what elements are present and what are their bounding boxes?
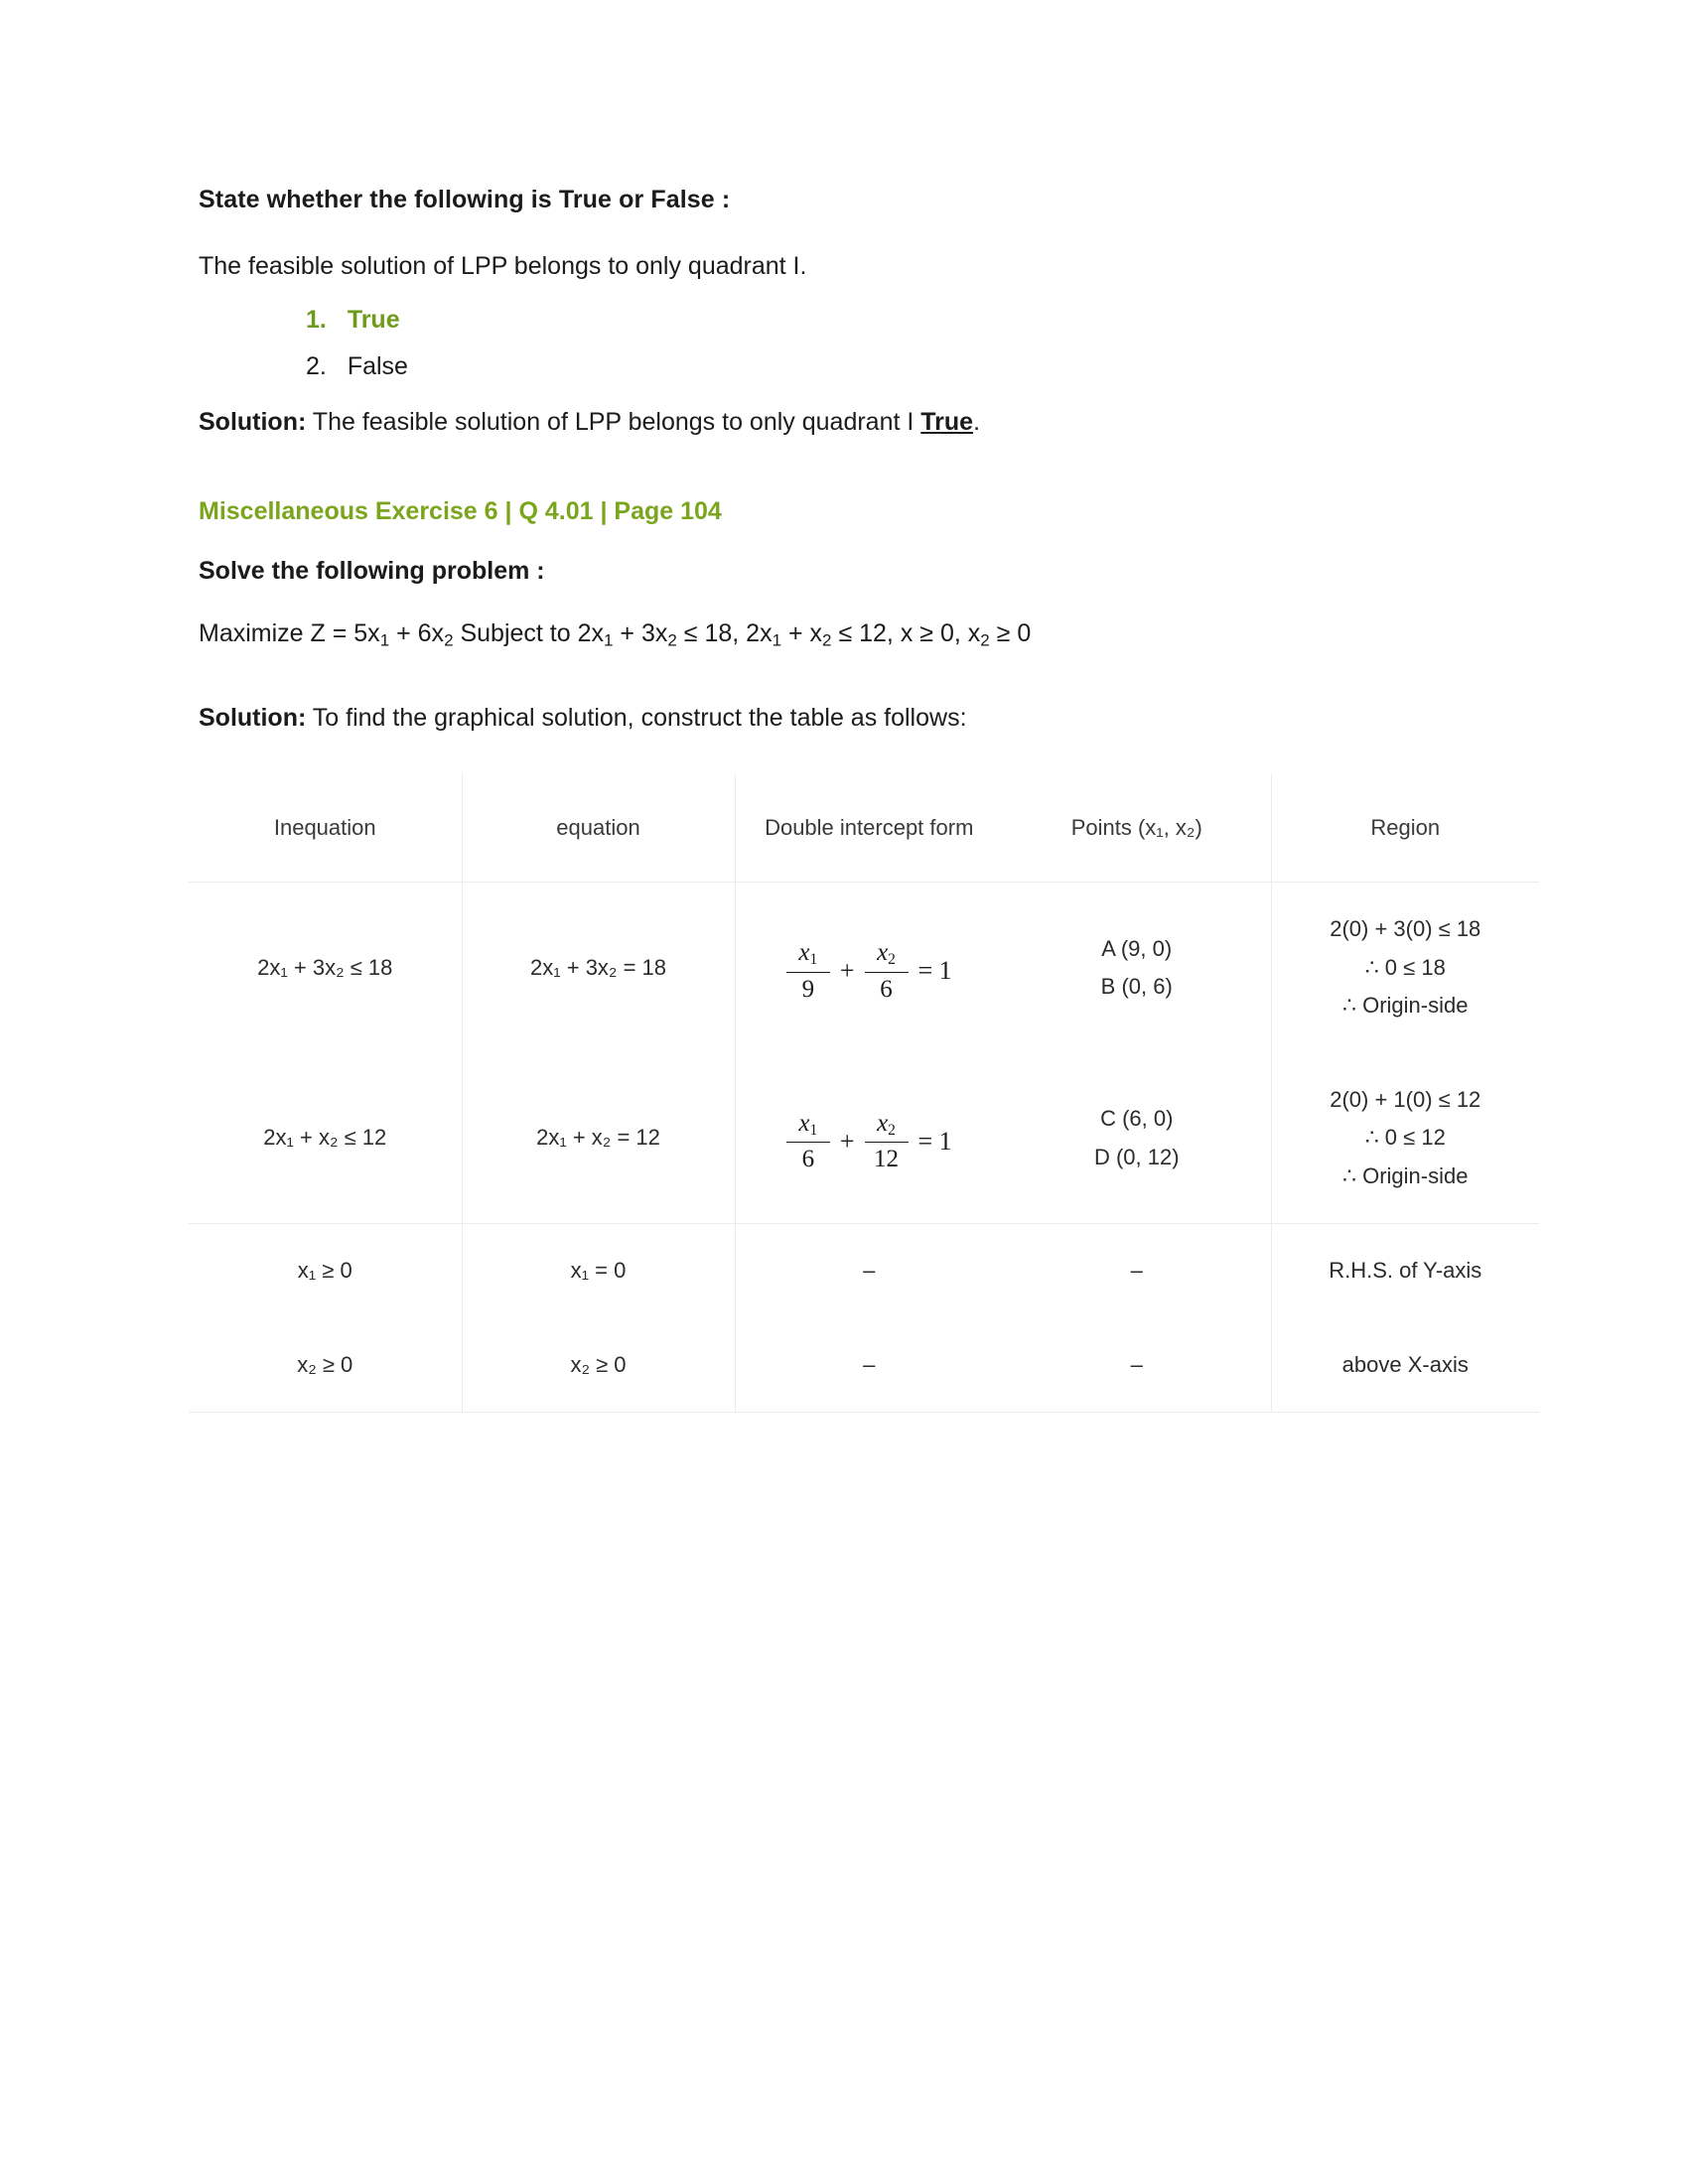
problem-solution-text: To find the graphical solution, construct the table as follows: xyxy=(306,704,967,733)
point-a: A (9, 0) xyxy=(1101,935,1173,961)
table-header xyxy=(189,773,1539,883)
cell-region-3: R.H.S. of Y-axis xyxy=(1271,1224,1539,1318)
point-c: C (6, 0) xyxy=(1100,1106,1174,1132)
problem-part-4: + 3x xyxy=(613,619,668,647)
option-label-1: True xyxy=(347,306,400,335)
equals-one-1: = 1 xyxy=(917,956,952,986)
construction-table-wrapper xyxy=(189,773,1539,1413)
question-solution-line xyxy=(199,406,1589,440)
option-item-2[interactable] xyxy=(294,351,1589,382)
cell-intercept-1 xyxy=(735,883,1003,1053)
equals-one-2: = 1 xyxy=(917,1126,952,1156)
problem-sub-2: 2 xyxy=(444,630,454,650)
problem-sub-1: 1 xyxy=(379,630,390,650)
problem-part-8: ≥ 0 xyxy=(989,619,1032,647)
cell-points-1 xyxy=(1003,883,1271,1053)
table-body xyxy=(189,883,1539,1413)
option-item-1[interactable] xyxy=(294,305,1589,336)
intercept-formula-1 xyxy=(786,940,952,1001)
table-row xyxy=(189,1053,1539,1224)
fraction-right-1 xyxy=(865,940,909,1001)
fraction-denominator-right-2: 12 xyxy=(874,1146,899,1173)
cell-region-4: above X-axis xyxy=(1271,1318,1539,1413)
cell-equation-2: 2x₁ + x₂ = 12 xyxy=(462,1053,735,1224)
cell-points-2 xyxy=(1003,1053,1271,1224)
region-line-1b: ∴ 0 ≤ 18 xyxy=(1364,954,1446,980)
document-content xyxy=(199,184,1589,1413)
problem-solution-label: Solution: xyxy=(199,704,307,733)
cell-region-2 xyxy=(1271,1053,1539,1224)
cell-inequation-2: 2x₁ + x₂ ≤ 12 xyxy=(189,1053,462,1224)
solution-label: Solution: xyxy=(199,407,307,436)
column-header-double-intercept-form: Double intercept form xyxy=(735,773,1003,883)
question-statement: The feasible solution of LPP belongs to only quadrant I. xyxy=(199,251,807,280)
fraction-denominator-left-1: 9 xyxy=(801,975,815,1003)
fraction-right-2 xyxy=(865,1111,909,1171)
cell-intercept-2 xyxy=(735,1053,1003,1224)
cell-region-1 xyxy=(1271,883,1539,1053)
heading-separator-1: | xyxy=(497,496,519,525)
fraction-denominator-left-2: 6 xyxy=(801,1146,815,1173)
question-prompt: State whether the following is True or False : xyxy=(199,186,731,213)
problem-heading: Solve the following problem : xyxy=(199,557,545,585)
problem-part-3: Subject to 2x xyxy=(453,619,605,647)
solution-body: The feasible solution of LPP belongs to only quadrant I xyxy=(306,407,921,436)
cell-equation-1: 2x₁ + 3x₂ = 18 xyxy=(462,883,735,1053)
region-line-2c: ∴ Origin-side xyxy=(1342,1162,1469,1188)
cell-points-3: – xyxy=(1003,1224,1271,1318)
heading-separator-2: | xyxy=(593,496,615,525)
cell-points-4: – xyxy=(1003,1318,1271,1413)
intercept-formula-2 xyxy=(786,1111,952,1171)
fraction-numerator-right-1: $x_2$ xyxy=(877,939,896,969)
cell-inequation-3: x₁ ≥ 0 xyxy=(189,1224,462,1318)
fraction-numerator-left-2: $x_1$ xyxy=(798,1109,818,1139)
problem-solution-intro xyxy=(199,702,1589,736)
plus-operator-1: + xyxy=(839,956,855,986)
exercise-name: Miscellaneous Exercise 6 xyxy=(199,496,498,525)
fraction-numerator-left-1: $x_1$ xyxy=(798,939,818,969)
fraction-numerator-right-2: $x_2$ xyxy=(877,1109,896,1139)
plus-operator-2: + xyxy=(839,1126,855,1156)
table-row xyxy=(189,1224,1539,1318)
table-row xyxy=(189,883,1539,1053)
fraction-left-2 xyxy=(786,1111,830,1171)
solution-answer: True xyxy=(920,407,974,436)
construction-table xyxy=(189,773,1539,1413)
exercise-heading xyxy=(199,495,1589,528)
cell-inequation-1: 2x₁ + 3x₂ ≤ 18 xyxy=(189,883,462,1053)
table-row xyxy=(189,1318,1539,1413)
column-header-inequation: Inequation xyxy=(189,773,462,883)
cell-intercept-4: – xyxy=(735,1318,1003,1413)
solution-period: . xyxy=(973,407,981,436)
problem-statement xyxy=(199,617,1589,652)
problem-sub-7: 2 xyxy=(980,630,990,650)
column-header-region: Region xyxy=(1271,773,1539,883)
region-line-2b: ∴ 0 ≤ 12 xyxy=(1364,1125,1446,1151)
problem-part-6: + x xyxy=(781,619,823,647)
point-d: D (0, 12) xyxy=(1093,1144,1180,1169)
cell-equation-4: x₂ ≥ 0 xyxy=(462,1318,735,1413)
column-header-points: Points (x₁, x₂) xyxy=(1003,773,1271,883)
option-number-1: 1. xyxy=(306,306,327,335)
region-line-1a: 2(0) + 3(0) ≤ 18 xyxy=(1330,916,1481,942)
problem-sub-3: 1 xyxy=(604,630,614,650)
problem-sub-6: 2 xyxy=(822,630,832,650)
option-number-2: 2. xyxy=(306,351,327,380)
problem-part-1: Maximize Z = 5x xyxy=(199,619,380,647)
exercise-question-number: Q 4.01 xyxy=(518,496,594,525)
table-header-row xyxy=(189,773,1539,883)
point-b: B (0, 6) xyxy=(1100,974,1173,1000)
column-header-equation: equation xyxy=(462,773,735,883)
problem-sub-5: 1 xyxy=(772,630,782,650)
exercise-page: Page 104 xyxy=(614,496,722,525)
problem-sub-4: 2 xyxy=(667,630,677,650)
cell-inequation-4: x₂ ≥ 0 xyxy=(189,1318,462,1413)
option-label-2: False xyxy=(347,351,408,380)
region-line-2a: 2(0) + 1(0) ≤ 12 xyxy=(1330,1086,1481,1112)
cell-intercept-3: – xyxy=(735,1224,1003,1318)
fraction-denominator-right-1: 6 xyxy=(880,975,893,1003)
problem-part-7: ≤ 12, x ≥ 0, x xyxy=(831,619,981,647)
fraction-left-1 xyxy=(786,940,830,1001)
problem-part-2: + 6x xyxy=(389,619,445,647)
cell-equation-3: x₁ = 0 xyxy=(462,1224,735,1318)
problem-part-5: ≤ 18, 2x xyxy=(676,619,773,647)
region-line-1c: ∴ Origin-side xyxy=(1342,993,1469,1019)
answer-options-list xyxy=(199,305,1589,382)
